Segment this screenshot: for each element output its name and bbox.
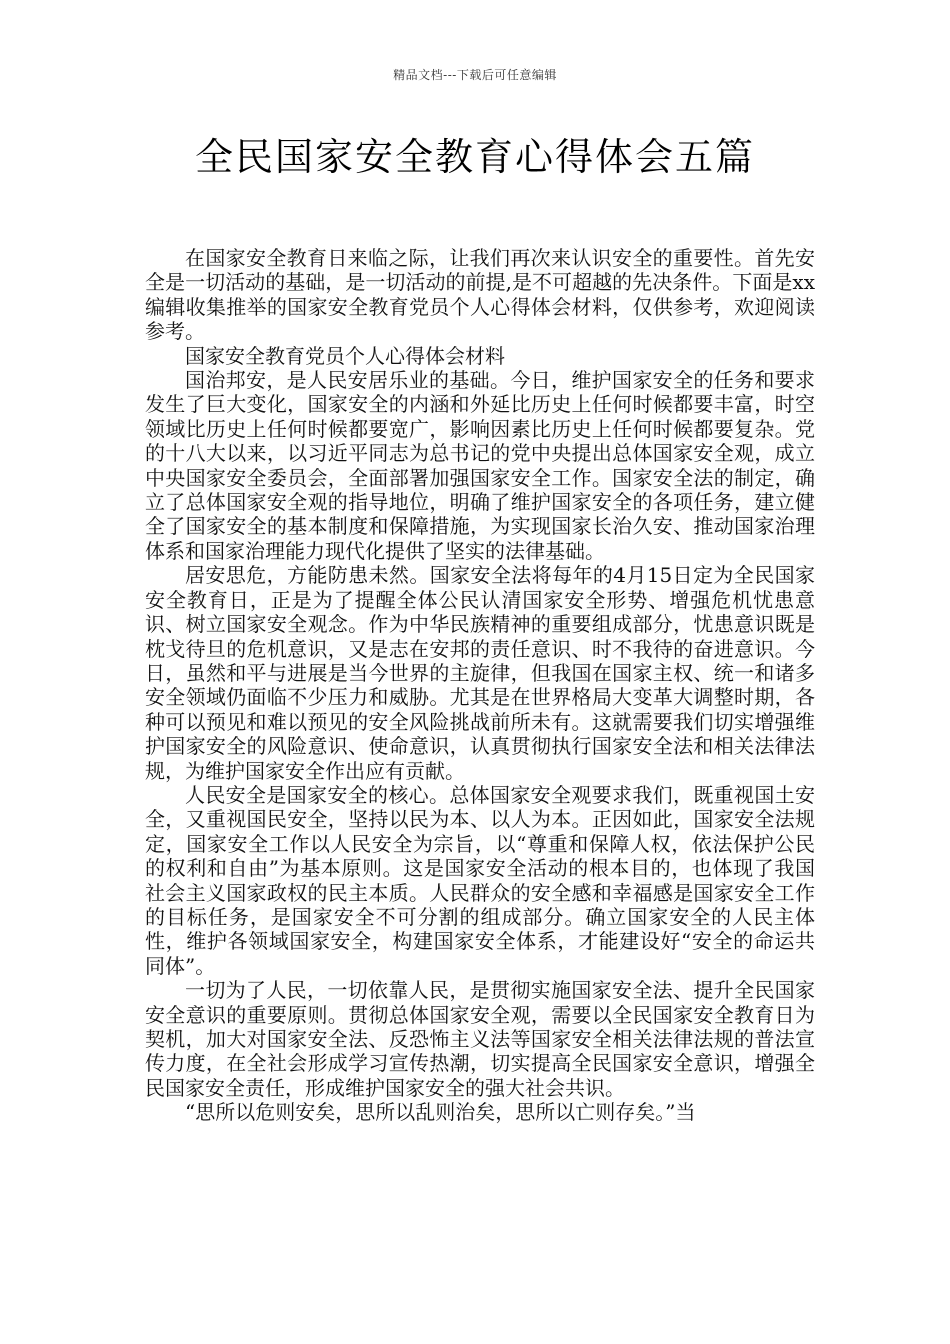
page-title: 全民国家安全教育心得体会五篇 <box>194 135 755 179</box>
document-body <box>145 246 815 1125</box>
paragraph: 国治邦安，是人民安居乐业的基础。今日，维护国家安全的任务和要求发生了巨大变化，国家安全的内涵和外延比历史上任何时候都要丰富，时空领域比历史上任何时候都要宽广，影响因素比历史上任何时候都要复杂。党的十八大以来，以习近平同志为总书记的党中央提出总体国家安全观，成立中央国家安全委员会，全面部署加强国家安全工作。国家安全法的制定，确立了总体国家安全观的指导地位，明确了维护国家安全的各项任务，建立健全了国家安全的基本制度和保障措施，为实现国家长治久安、推动国家治理体系和国家治理能力现代化提供了坚实的法律基础。 <box>145 368 815 563</box>
paragraph: 人民安全是国家安全的核心。总体国家安全观要求我们，既重视国土安全，又重视国民安全，坚持以民为本、以人为本。正因如此，国家安全法规定，国家安全工作以人民安全为宗旨，以“尊重和保障人权，依法保护公民的权利和自由”为基本原则。这是国家安全活动的根本目的，也体现了我国社会主义国家政权的民主本质。人民群众的安全感和幸福感是国家安全工作的目标任务，是国家安全不可分割的组成部分。确立国家安全的人民主体性，维护各领域国家安全，构建国家安全体系，才能建设好“安全的命运共同体”。 <box>145 782 815 978</box>
header-note: 精品文档---下载后可任意编辑 <box>393 68 557 82</box>
paragraph: 一切为了人民，一切依靠人民，是贯彻实施国家安全法、提升全民国家安全意识的重要原则。贯彻总体国家安全观，需要以全民国家安全教育日为契机，加大对国家安全法、反恐怖主义法等国家安全相关法律法规的普法宣传力度，在全社会形成学习宣传热潮，切实提高全民国家安全意识，增强全民国家安全责任，形成维护国家安全的强大社会共识。 <box>145 978 815 1100</box>
paragraph-truncated: “思所以危则安矣，思所以乱则治矣，思所以亡则存矣。”当 <box>185 1100 696 1125</box>
paragraph-intro: 在国家安全教育日来临之际，让我们再次来认识安全的重要性。首先安全是一切活动的基础，是一切活动的前提,是不可超越的先决条件。下面是xx编辑收集推举的国家安全教育党员个人心得体会材料，仅供参考，欢迎阅读参考。 <box>145 246 815 344</box>
paragraph: 居安思危，方能防患未然。国家安全法将每年的4月15日定为全民国家安全教育日，正是为了提醒全体公民认清国家安全形势、增强危机忧患意识、树立国家安全观念。作为中华民族精神的重要组成部分，忧患意识既是枕戈待旦的危机意识，又是志在安邦的责任意识、时不我待的奋进意识。今日，虽然和平与进展是当今世界的主旋律，但我国在国家主权、统一和诸多安全领域仍面临不少压力和威胁。尤其是在世界格局大变革大调整时期，各种可以预见和难以预见的安全风险挑战前所未有。这就需要我们切实增强维护国家安全的风险意识、使命意识，认真贯彻执行国家安全法和相关法律法规，为维护国家安全作出应有贡献。 <box>145 563 815 783</box>
paragraph-subheading: 国家安全教育党员个人心得体会材料 <box>185 343 505 368</box>
